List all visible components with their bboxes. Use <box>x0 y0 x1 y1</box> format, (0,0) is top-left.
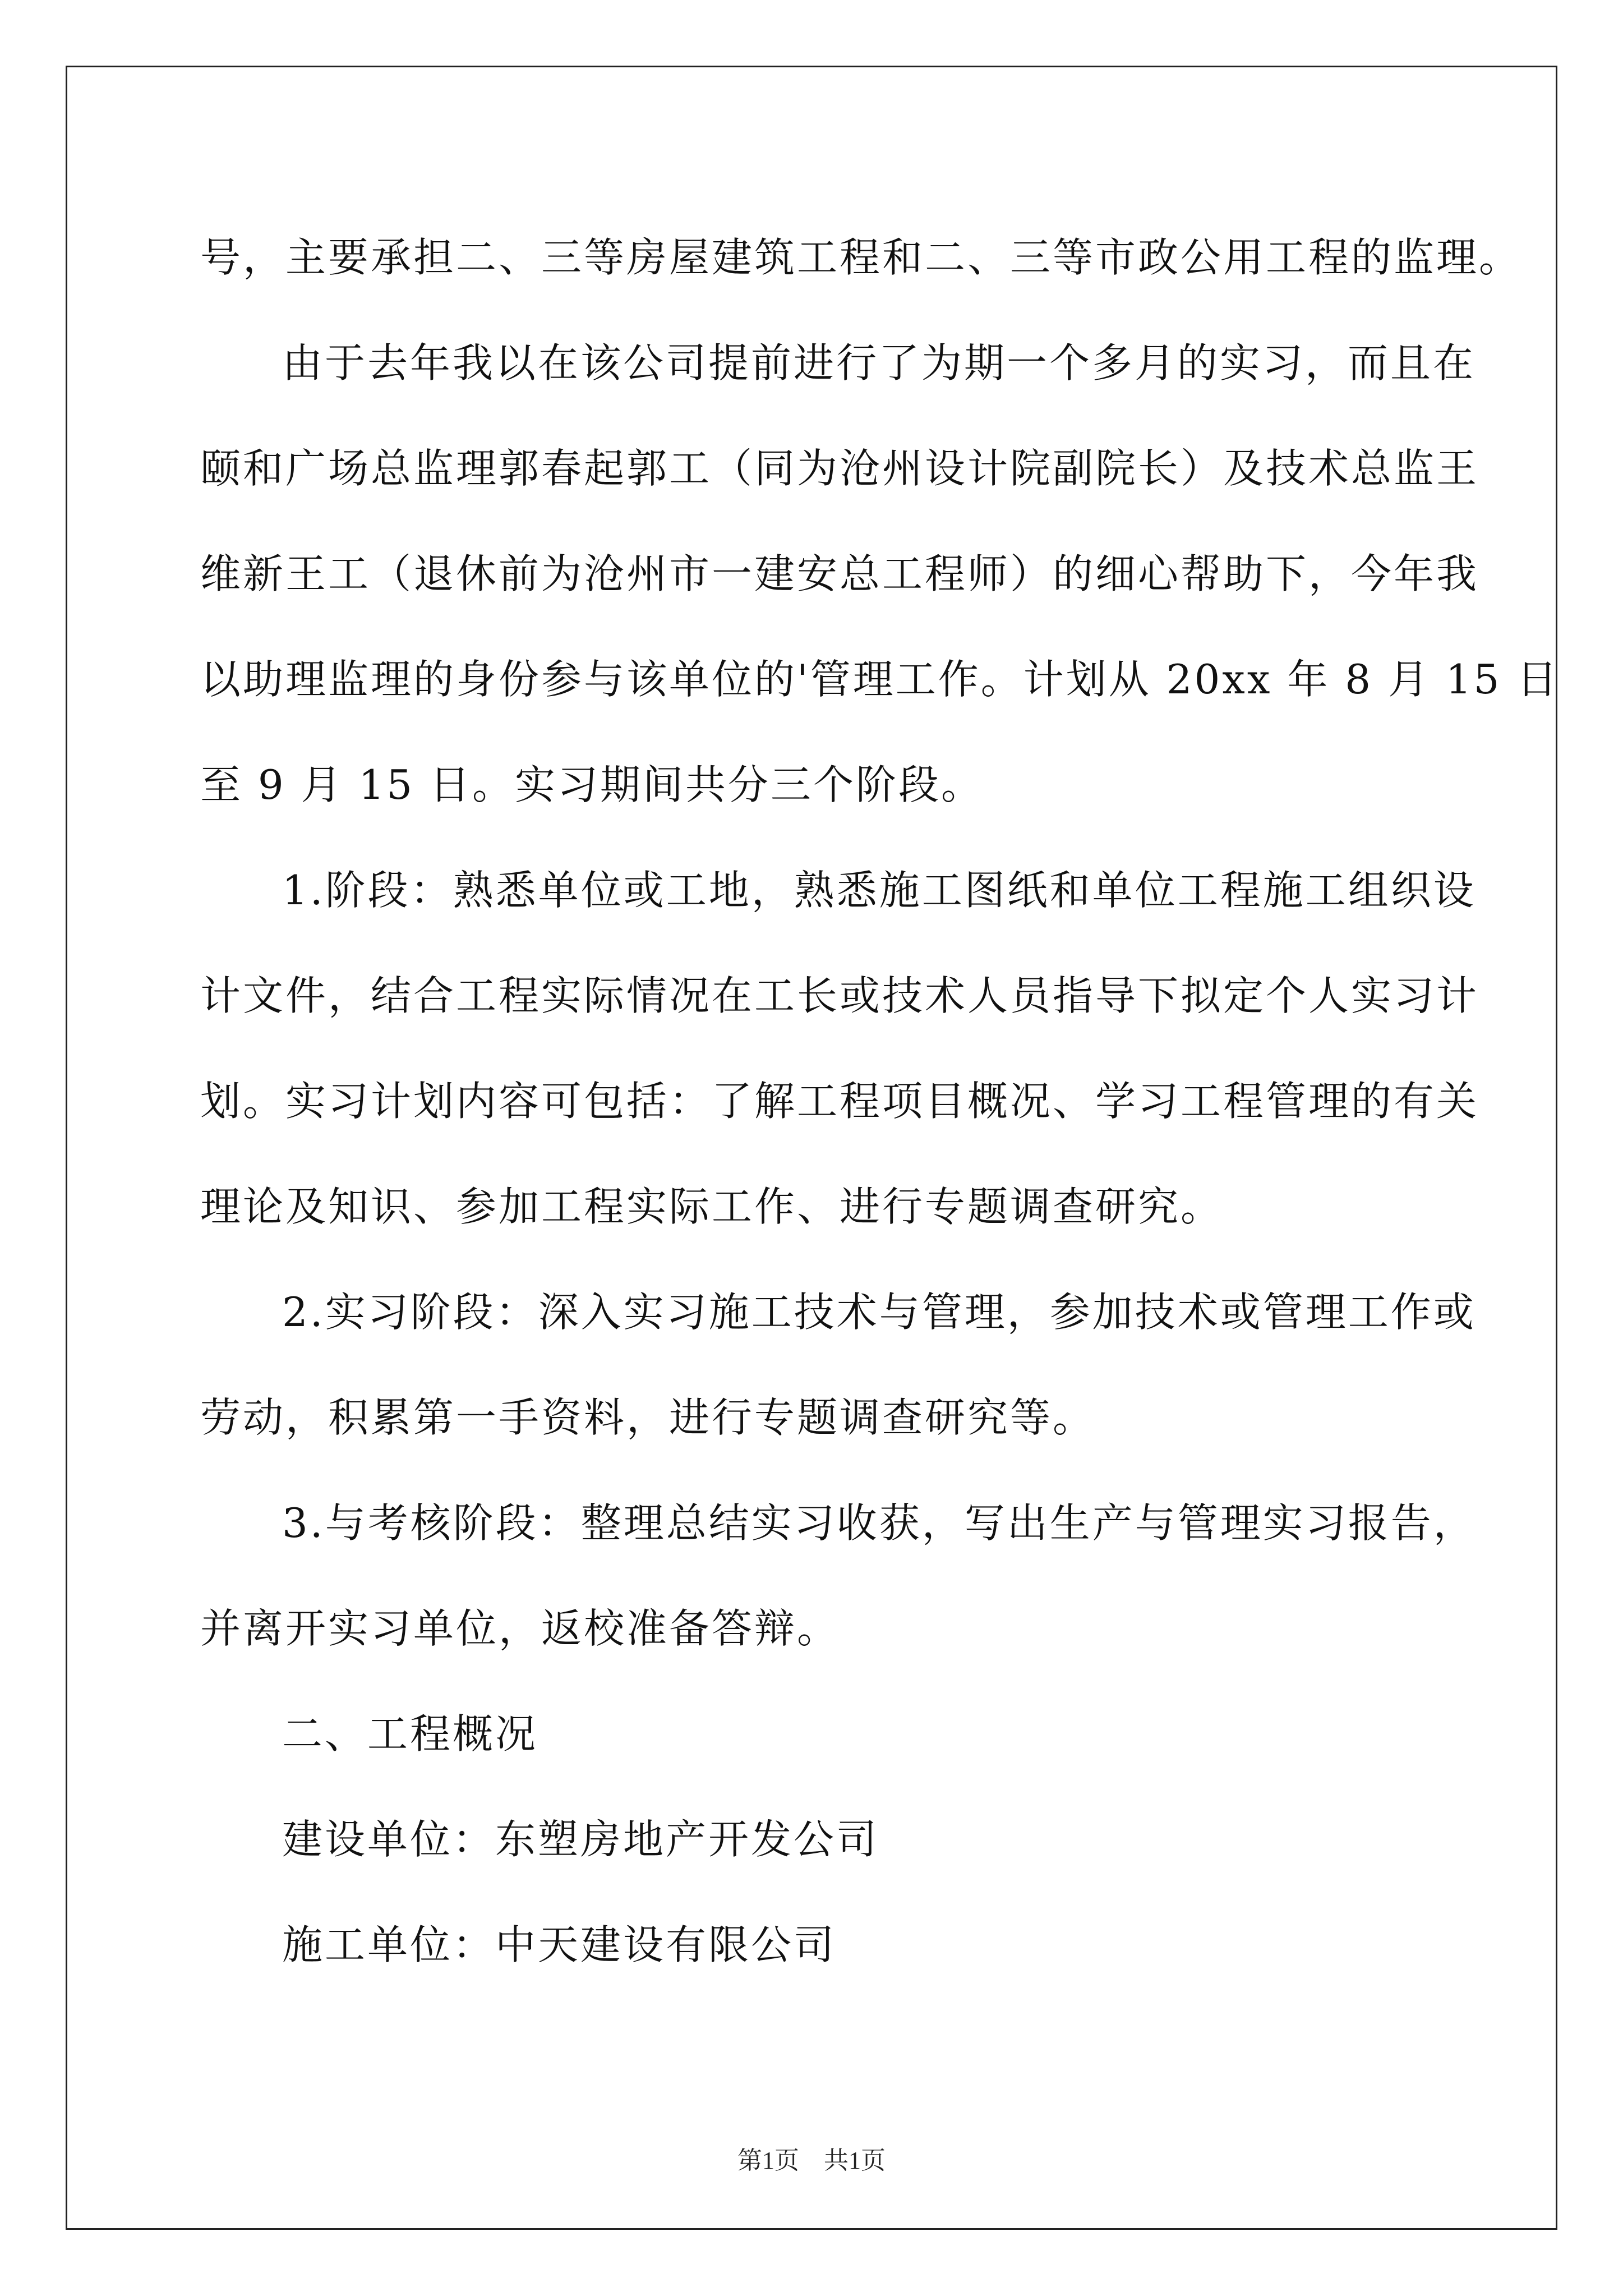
text-line: 2.实习阶段：深入实习施工技术与管理，参加技术或管理工作或 <box>282 1289 1476 1336</box>
page-footer: 第1页 共1页 <box>737 2147 886 2174</box>
text-line: 建设单位：东塑房地产开发公司 <box>282 1816 879 1863</box>
section-heading: 二、工程概况 <box>282 1710 538 1757</box>
text-line: 至 9 月 15 日。实习期间共分三个阶段。 <box>200 761 984 808</box>
text-line: 划。实习计划内容可包括：了解工程项目概况、学习工程管理的有关 <box>200 1078 1479 1125</box>
text-line: 由于去年我以在该公司提前进行了为期一个多月的实习，而且在 <box>282 339 1476 386</box>
text-line: 号，主要承担二、三等房屋建筑工程和二、三等市政公用工程的监理。 <box>200 234 1522 281</box>
text-line: 理论及知识、参加工程实际工作、进行专题调查研究。 <box>200 1183 1224 1230</box>
text-line: 3.与考核阶段：整理总结实习收获，写出生产与管理实习报告， <box>282 1499 1476 1547</box>
text-line: 1.阶段：熟悉单位或工地，熟悉施工图纸和单位工程施工组织设 <box>282 867 1476 914</box>
text-line: 施工单位：中天建设有限公司 <box>282 1921 837 1968</box>
text-line: 并离开实习单位，返校准备答辩。 <box>200 1605 840 1652</box>
document-body <box>200 205 1560 1998</box>
text-line: 计文件，结合工程实际情况在工长或技术人员指导下拟定个人实习计 <box>200 972 1479 1019</box>
text-line: 以助理监理的身份参与该单位的'管理工作。计划从 20xx 年 8 月 15 日 <box>200 656 1560 703</box>
text-line: 劳动，积累第一手资料，进行专题调查研究等。 <box>200 1394 1096 1441</box>
text-line: 维新王工（退休前为沧州市一建安总工程师）的细心帮助下，今年我 <box>200 550 1479 597</box>
text-line: 颐和广场总监理郭春起郭工（同为沧州设计院副院长）及技术总监王 <box>200 445 1479 492</box>
